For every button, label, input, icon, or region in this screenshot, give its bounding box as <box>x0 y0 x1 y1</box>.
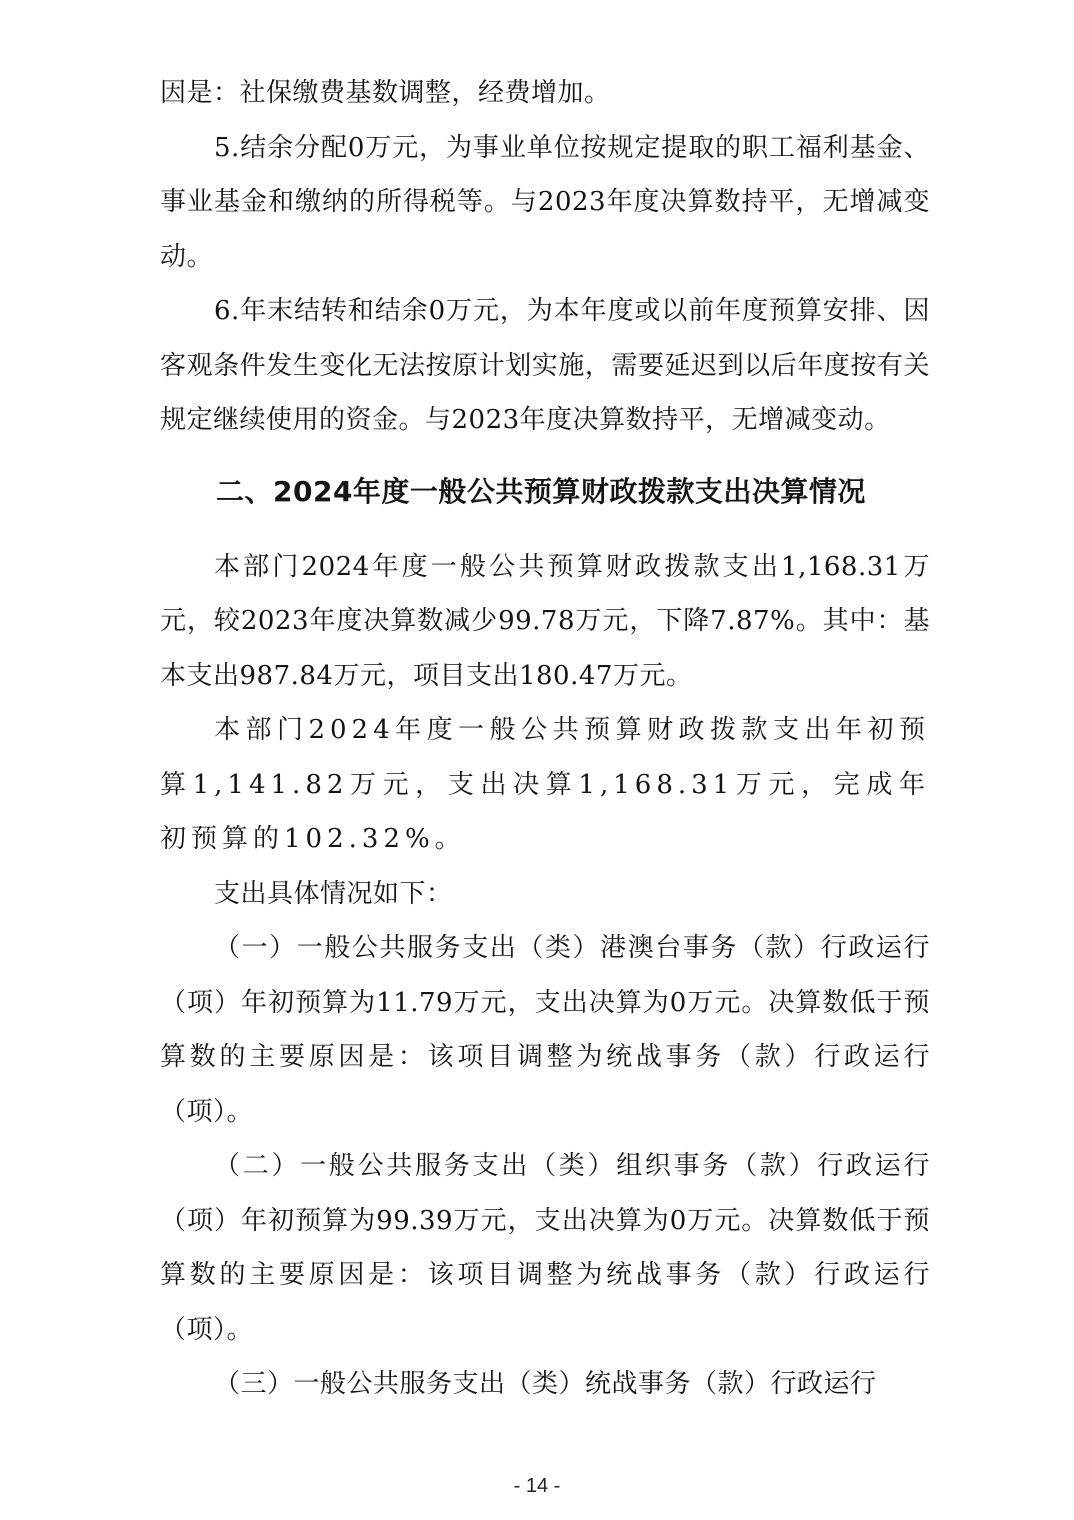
paragraph-budget-completion: 本部门2024年度一般公共预算财政拨款支出年初预算1,141.82万元，支出决算1,168.31万元，完成年初预算的102.32%。 <box>160 715 930 854</box>
paragraph-year-end-carryover: 6.年末结转和结余0万元，为本年度或以前年度预算安排、因客观条件发生变化无法按原计划实施，需要延迟到以后年度按有关规定继续使用的资金。与2023年度决算数持平，无增减变动。 <box>160 296 930 435</box>
paragraph-item-3: （三）一般公共服务支出（类）统战事务（款）行政运行 <box>214 1369 877 1399</box>
page-number: - 14 - <box>513 1475 561 1497</box>
paragraph-surplus-distribution: 5.结余分配0万元，为事业单位按规定提取的职工福利基金、事业基金和缴纳的所得税等。与2023年度决算数持平，无增减变动。 <box>160 132 930 272</box>
page-content <box>160 66 930 1412</box>
paragraph-expenditure-total: 本部门2024年度一般公共预算财政拨款支出1,168.31万元，较2023年度决算数减少99.78万元，下降7.87%。其中：基本支出987.84万元，项目支出180.47万元。 <box>160 551 930 691</box>
paragraph-item-1: （一）一般公共服务支出（类）港澳台事务（款）行政运行（项）年初预算为11.79万元，支出决算为0万元。决算数低于预算数的主要原因是：该项目调整为统战事务（款）行政运行（项）。 <box>160 933 930 1127</box>
paragraph-item-2: （二）一般公共服务支出（类）组织事务（款）行政运行（项）年初预算为99.39万元，支出决算为0万元。决算数低于预算数的主要原因是：该项目调整为统战事务（款）行政运行（项）。 <box>160 1151 930 1345</box>
paragraph-social-security: 因是：社保缴费基数调整，经费增加。 <box>160 78 611 108</box>
paragraph-details-intro: 支出具体情况如下： <box>214 878 453 909</box>
section-heading: 二、2024年度一般公共预算财政拨款支出决算情况 <box>216 474 866 508</box>
